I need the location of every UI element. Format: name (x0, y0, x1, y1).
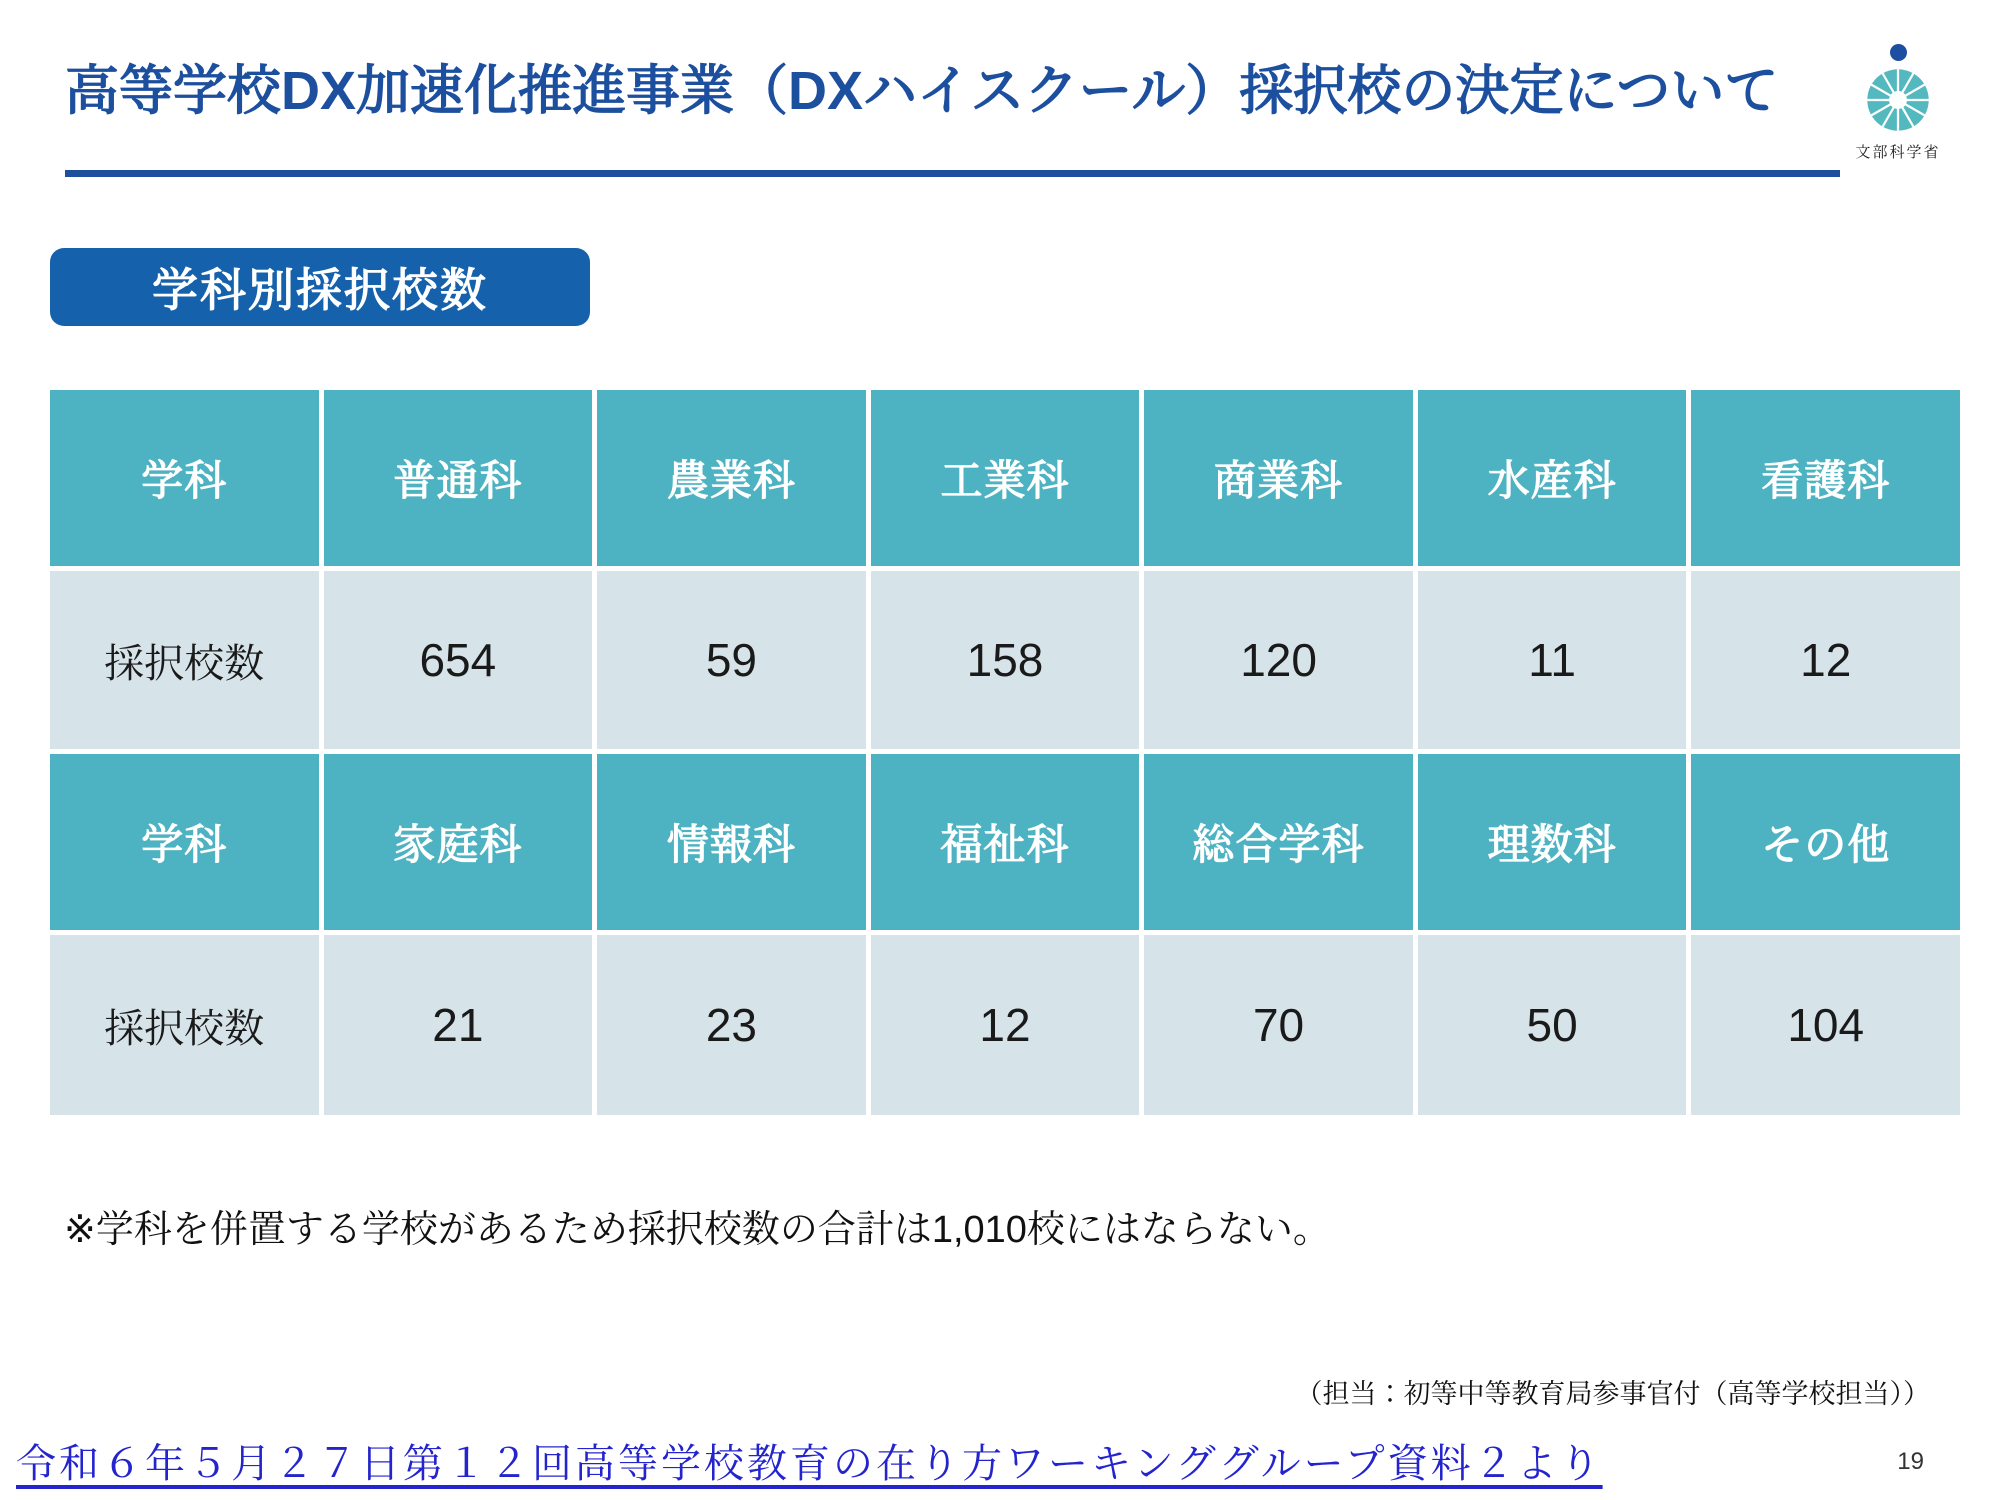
table-header-cell: 商業科 (1144, 390, 1413, 566)
table-value-cell: 50 (1418, 935, 1687, 1115)
table-header-cell: 普通科 (324, 390, 593, 566)
table-value-cell: 70 (1144, 935, 1413, 1115)
table-value-cell: 59 (597, 571, 866, 749)
footnote: ※学科を併置する学校があるため採択校数の合計は1,010校にはならない。 (64, 1209, 1331, 1251)
table-header-cell: 福祉科 (871, 754, 1140, 930)
logo-org-name: 文部科学省 (1855, 144, 1941, 161)
table-value-cell: 11 (1418, 571, 1687, 749)
table-header-cell: 学科 (50, 390, 319, 566)
table-header-cell: 看護科 (1691, 390, 1960, 566)
title-underline (65, 170, 1840, 177)
mext-flower-icon (1866, 68, 1930, 132)
section-label-text: 学科別採択校数 (152, 264, 488, 316)
table-header-cell: 水産科 (1418, 390, 1687, 566)
table-value-cell: 12 (871, 935, 1140, 1115)
table-value-cell: 654 (324, 571, 593, 749)
mext-logo (1846, 44, 1950, 162)
table-header-cell: 理数科 (1418, 754, 1687, 930)
table-value-cell: 104 (1691, 935, 1960, 1115)
table-value-cell: 158 (871, 571, 1140, 749)
table-row-label: 採択校数 (50, 935, 319, 1115)
table-header-cell: 総合学科 (1144, 754, 1413, 930)
logo-dot-icon (1890, 44, 1907, 61)
table-header-cell: 情報科 (597, 754, 866, 930)
table-header-cell: 農業科 (597, 390, 866, 566)
table-value-cell: 21 (324, 935, 593, 1115)
table-header-cell: 工業科 (871, 390, 1140, 566)
source-link[interactable]: 令和６年５月２７日第１２回高等学校教育の在り方ワーキンググループ資料２より (16, 1441, 1603, 1486)
table-header-cell: 家庭科 (324, 754, 593, 930)
department-table (50, 390, 1960, 1115)
table-value-cell: 120 (1144, 571, 1413, 749)
table-header-cell: その他 (1691, 754, 1960, 930)
page-title: 高等学校DX加速化推進事業（DXハイスクール）採択校の決定について (65, 61, 1779, 121)
table-header-cell: 学科 (50, 754, 319, 930)
table-row-label: 採択校数 (50, 571, 319, 749)
contact-note: （担当：初等中等教育局参事官付（高等学校担当）） (1295, 1379, 1930, 1409)
section-label (50, 248, 590, 326)
page-number: 19 (1897, 1448, 1924, 1475)
table-value-cell: 23 (597, 935, 866, 1115)
table-value-cell: 12 (1691, 571, 1960, 749)
